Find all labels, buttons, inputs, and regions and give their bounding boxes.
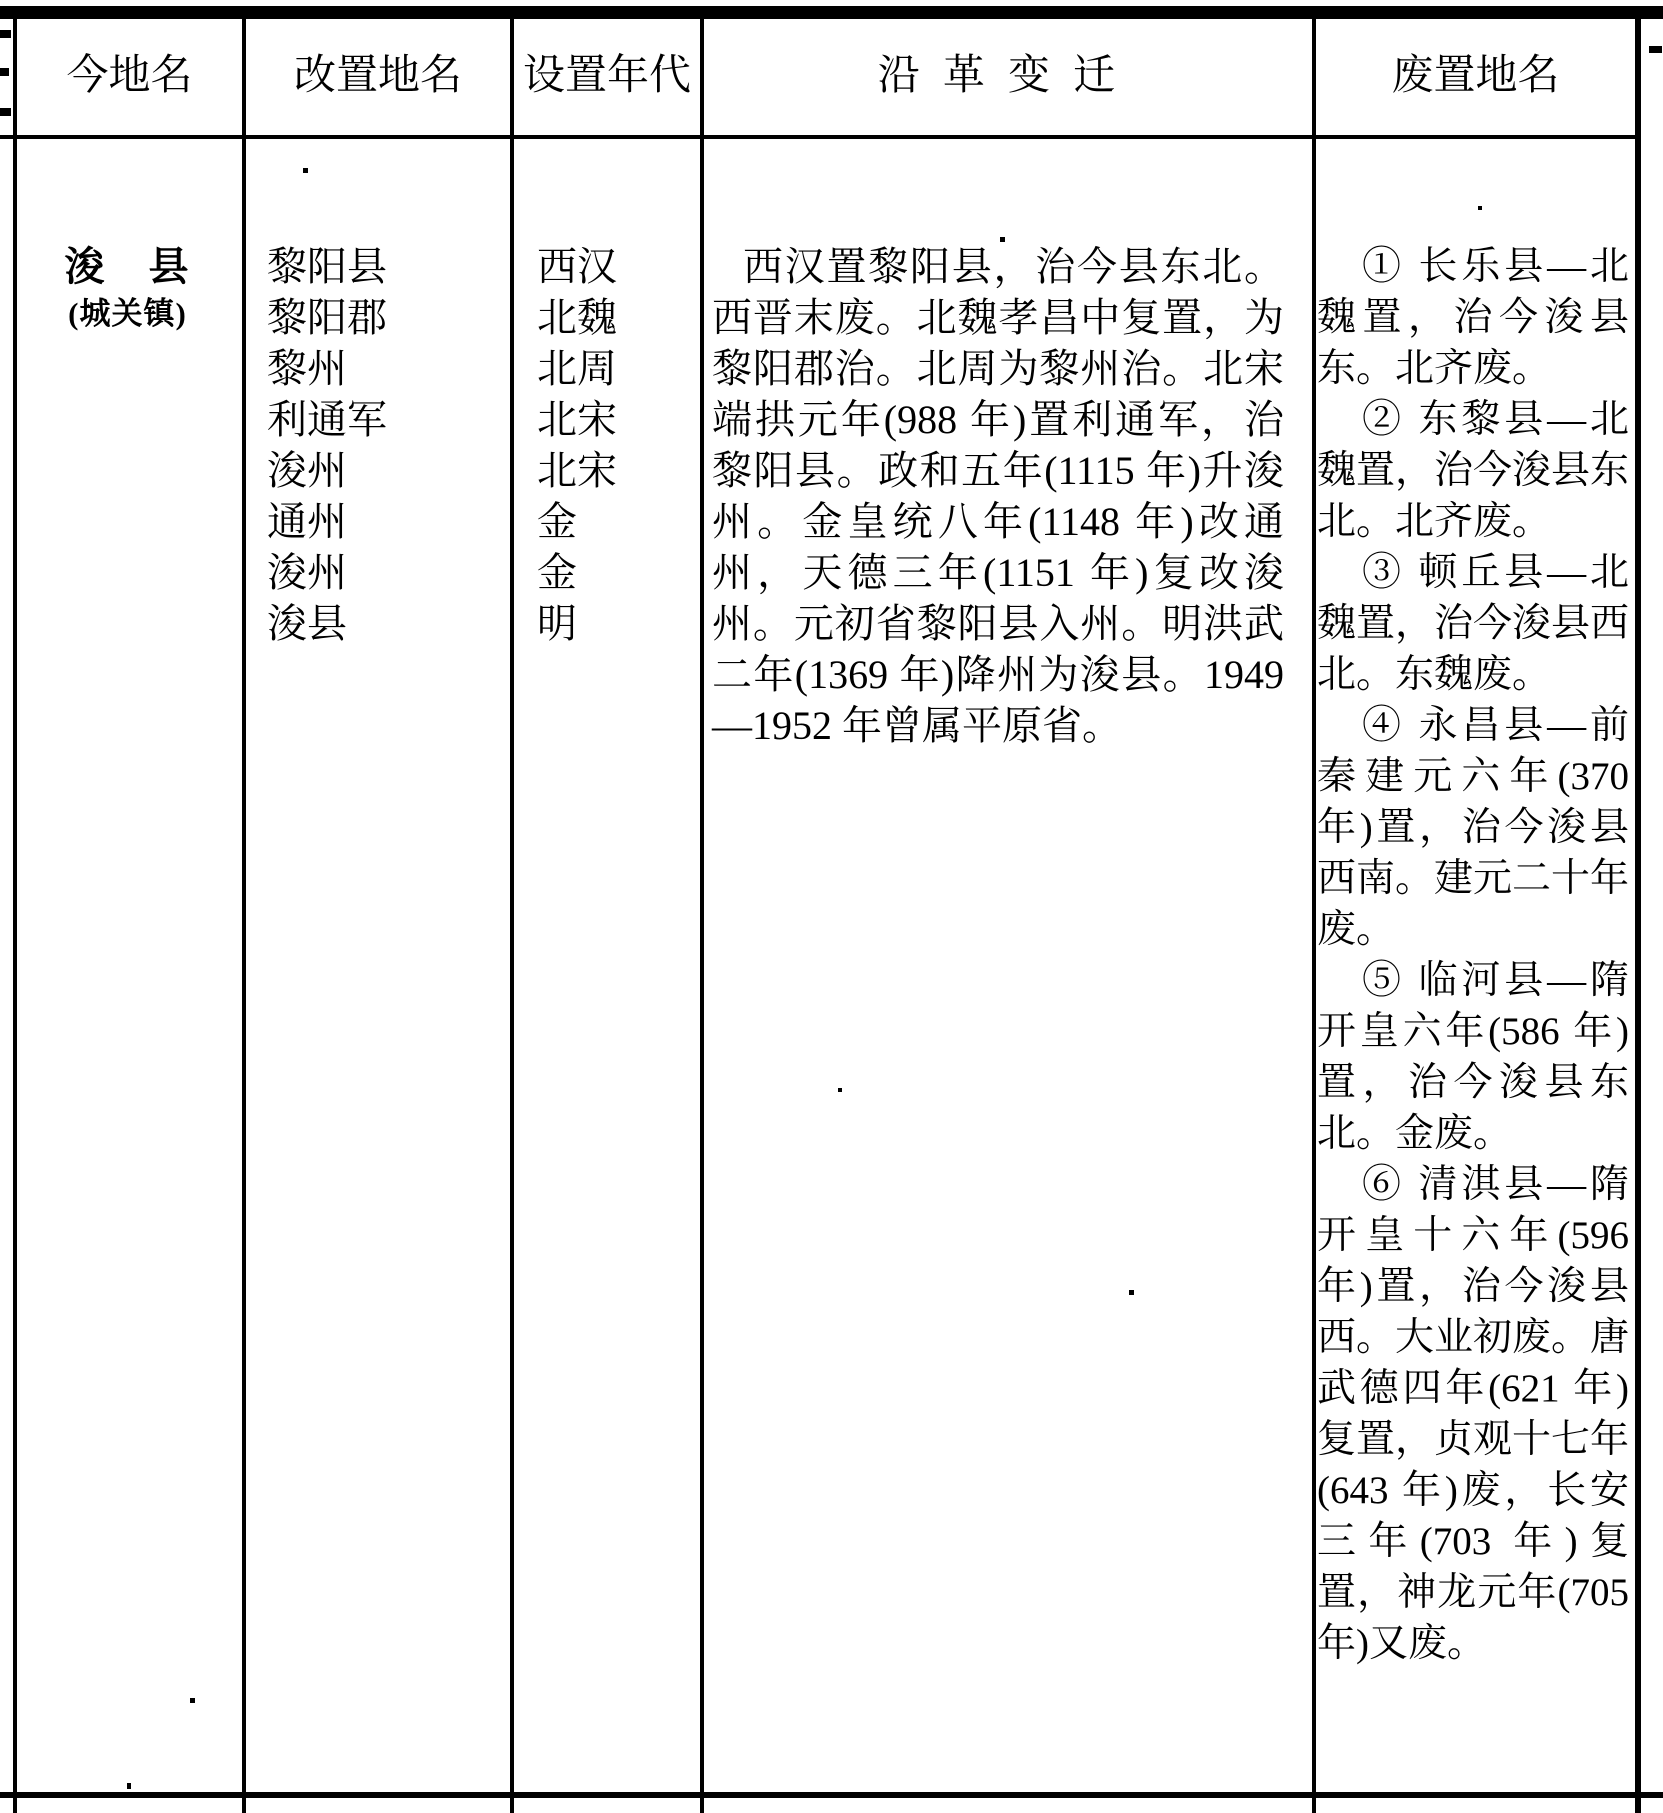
cell-renamed-places	[242, 138, 510, 1792]
establishment-era: 明	[537, 601, 577, 646]
abolished-place-entry: ⑥ 清淇县—隋开皇十六年(596 年)置，治今浚县西。大业初废。唐武德四年(621 年)复置，贞观十七年(643 年)废，长安三年(703 年)复置，神龙元年(705 年)又废。	[1317, 1163, 1630, 1665]
current-place-name: 浚 县	[64, 244, 191, 289]
renamed-place: 黎阳郡	[267, 295, 387, 340]
cell-abolished-places	[1312, 138, 1637, 1792]
cell-historical-changes	[700, 138, 1312, 1792]
row-divider-line	[0, 1792, 1663, 1798]
abolished-place-entry: ① 长乐县—北魏置，治今浚县东。北齐废。	[1317, 245, 1629, 390]
establishment-era: 金	[537, 550, 577, 595]
renamed-place: 浚州	[267, 448, 347, 493]
establishment-era: 北宋	[537, 448, 617, 493]
cell-current-name	[13, 138, 242, 1792]
renamed-place: 通州	[267, 499, 347, 544]
column-header-establishment-era: 设置年代	[522, 52, 691, 99]
history-paragraph: 西汉置黎阳县，治今县东北。西晋末废。北魏孝昌中复置，为黎阳郡治。北周为黎州治。北宋端拱元年(988 年)置利通军，治黎阳县。政和五年(1115 年)升浚州。金皇统八年(1148 年)改通州，天德三年(1151 年)复改浚州。元初省黎阳县入州。明洪武二年(1369 年)降州为浚县。1949—1952 年曾属平原省。	[712, 244, 1284, 748]
renamed-place: 浚县	[267, 601, 347, 646]
establishment-era: 北魏	[537, 295, 617, 340]
renamed-place: 浚州	[267, 550, 347, 595]
renamed-place: 黎阳县	[267, 244, 387, 289]
renamed-place: 利通军	[267, 397, 387, 442]
establishment-era: 西汉	[537, 244, 617, 289]
establishment-era: 金	[537, 499, 577, 544]
abolished-place-entry: ⑤ 临河县—隋开皇六年(586 年)置，治今浚县东北。金废。	[1317, 959, 1629, 1155]
column-header-historical-changes: 沿革变迁	[877, 52, 1139, 99]
renamed-place: 黎州	[267, 346, 347, 391]
establishment-era: 北周	[537, 346, 617, 391]
column-header-abolished-places: 废置地名	[1391, 52, 1560, 99]
page-edge-fragment	[0, 68, 9, 76]
abolished-place-entry: ④ 永昌县—前秦建元六年(370 年)置，治今浚县西南。建元二十年废。	[1317, 704, 1630, 951]
abolished-place-entry: ② 东黎县—北魏置，治今浚县东北。北齐废。	[1317, 398, 1630, 543]
page-edge-fragment	[0, 108, 11, 116]
abolished-place-entry: ③ 顿丘县—北魏置，治今浚县西北。东魏废。	[1317, 551, 1630, 696]
column-header-current-name: 今地名	[66, 52, 193, 99]
column-header-renamed-places: 改置地名	[293, 52, 462, 99]
establishment-era: 北宋	[537, 397, 617, 442]
current-place-note: (城关镇)	[68, 296, 187, 331]
cell-establishment-eras	[510, 138, 700, 1792]
margin-dash-artifact	[1649, 46, 1662, 53]
page-edge-fragment	[0, 30, 11, 38]
